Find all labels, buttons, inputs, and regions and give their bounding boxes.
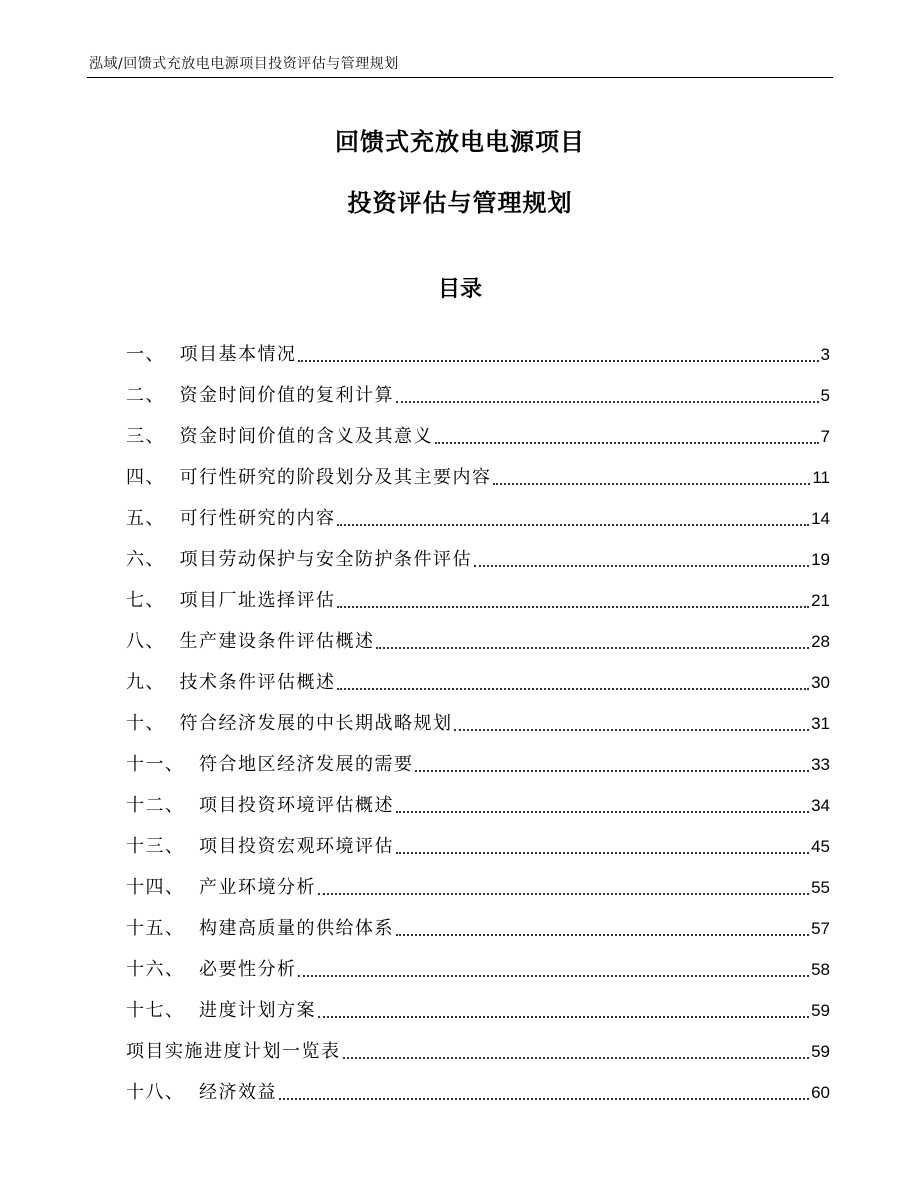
toc-entry-page-number: 19 [811, 550, 830, 569]
toc-dot-leader [474, 565, 809, 567]
toc-dot-leader [454, 729, 809, 731]
toc-entry[interactable] [126, 1022, 830, 1063]
toc-dot-leader [318, 893, 809, 895]
toc-entry-page-number: 59 [811, 1042, 830, 1061]
toc-entry-page-number: 14 [811, 509, 830, 528]
toc-entry-label: 项目实施进度计划一览表 [126, 1041, 341, 1062]
toc-entry-label: 十八、 经济效益 [126, 1082, 277, 1103]
running-header: 泓域/回馈式充放电电源项目投资评估与管理规划 [89, 56, 399, 72]
toc-entry-label: 一、 项目基本情况 [126, 344, 297, 365]
toc-entry-page-number: 3 [820, 345, 830, 364]
toc-entry[interactable] [126, 694, 830, 735]
toc-entry-label: 十六、 必要性分析 [126, 959, 297, 980]
toc-dot-leader [376, 647, 809, 649]
toc-dot-leader [298, 975, 809, 977]
toc-dot-leader [493, 483, 810, 485]
toc-entry-page-number: 45 [811, 837, 830, 856]
toc-entry-label: 十一、 符合地区经济发展的需要 [126, 754, 414, 775]
toc-entry[interactable] [126, 899, 830, 940]
toc-entry[interactable] [126, 817, 830, 858]
toc-entry-label: 十四、 产业环境分析 [126, 877, 316, 898]
toc-entry[interactable] [126, 448, 830, 489]
toc-entry[interactable] [126, 653, 830, 694]
toc-dot-leader [279, 1098, 809, 1100]
toc-entry[interactable] [126, 489, 830, 530]
toc-dot-leader [396, 811, 809, 813]
header-divider [87, 77, 833, 78]
toc-entry[interactable] [126, 981, 830, 1022]
toc-entry-label: 十五、 构建高质量的供给体系 [126, 918, 394, 939]
toc-heading: 目录 [437, 277, 482, 302]
toc-entry-label: 九、 技术条件评估概述 [126, 672, 336, 693]
toc-entry[interactable] [126, 858, 830, 899]
document-title-line-2: 投资评估与管理规划 [347, 189, 573, 217]
toc-entry-page-number: 59 [811, 1001, 830, 1020]
toc-entry-page-number: 7 [820, 427, 830, 446]
toc-dot-leader [337, 606, 809, 608]
toc-entry-page-number: 34 [811, 796, 830, 815]
toc-entry[interactable] [126, 530, 830, 571]
toc-entry-label: 六、 项目劳动保护与安全防护条件评估 [126, 549, 472, 570]
toc-dot-leader [396, 934, 809, 936]
toc-entry-page-number: 60 [811, 1083, 830, 1102]
toc-entry-page-number: 28 [811, 632, 830, 651]
toc-entry-page-number: 55 [811, 878, 830, 897]
toc-entry-label: 五、 可行性研究的内容 [126, 508, 336, 529]
toc-entry[interactable] [126, 940, 830, 981]
toc-entry-label: 四、 可行性研究的阶段划分及其主要内容 [126, 467, 492, 488]
toc-entry[interactable] [126, 612, 830, 653]
toc-dot-leader [343, 1057, 810, 1059]
toc-entry-label: 二、 资金时间价值的复利计算 [126, 385, 394, 406]
toc-dot-leader [396, 852, 809, 854]
toc-entry-label: 十二、 项目投资环境评估概述 [126, 795, 394, 816]
toc-entry[interactable] [126, 1063, 830, 1104]
toc-entry-label: 七、 项目厂址选择评估 [126, 590, 336, 611]
toc-dot-leader [337, 524, 809, 526]
toc-entry[interactable] [126, 366, 830, 407]
toc-entry-label: 十、 符合经济发展的中长期战略规划 [126, 713, 453, 734]
toc-entry-label: 十七、 进度计划方案 [126, 1000, 316, 1021]
toc-entry[interactable] [126, 776, 830, 817]
toc-dot-leader [435, 442, 819, 444]
toc-entry[interactable] [126, 407, 830, 448]
toc-entry-page-number: 33 [811, 755, 830, 774]
toc-entry-label: 八、 生产建设条件评估概述 [126, 631, 375, 652]
toc-entry-page-number: 58 [811, 960, 830, 979]
toc-entry[interactable] [126, 325, 830, 366]
toc-entry-page-number: 30 [811, 673, 830, 692]
toc-entry-page-number: 21 [811, 591, 830, 610]
toc-dot-leader [415, 770, 809, 772]
table-of-contents [126, 325, 830, 1104]
toc-entry[interactable] [126, 735, 830, 776]
toc-entry-label: 十三、 项目投资宏观环境评估 [126, 836, 394, 857]
toc-entry[interactable] [126, 571, 830, 612]
document-title-line-1: 回馈式充放电电源项目 [335, 128, 585, 156]
toc-dot-leader [337, 688, 809, 690]
toc-entry-page-number: 57 [811, 919, 830, 938]
toc-dot-leader [318, 1016, 809, 1018]
toc-dot-leader [298, 360, 818, 362]
toc-entry-page-number: 5 [820, 386, 830, 405]
toc-dot-leader [396, 401, 819, 403]
toc-entry-label: 三、 资金时间价值的含义及其意义 [126, 426, 433, 447]
toc-entry-page-number: 31 [811, 714, 830, 733]
toc-entry-page-number: 11 [812, 468, 830, 487]
